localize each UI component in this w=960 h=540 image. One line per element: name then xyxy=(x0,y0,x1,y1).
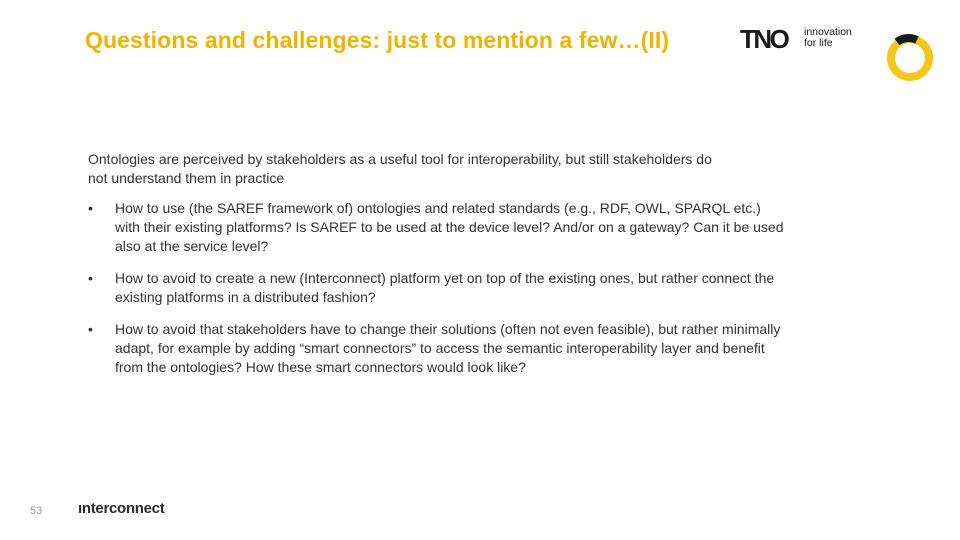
tno-tagline-line-2: for life xyxy=(804,37,833,49)
bullet-icon: • xyxy=(88,321,93,337)
bullet-icon: • xyxy=(88,270,93,286)
bullet-item xyxy=(88,320,788,377)
intro-paragraph: Ontologies are perceived by stakeholders as a useful tool for interoperability, but still stakeholders do not understand them in practice xyxy=(88,151,712,186)
interconnect-ring-icon xyxy=(884,32,936,84)
ring-dark-segment xyxy=(897,38,917,42)
bullet-item xyxy=(88,269,788,307)
tno-tagline xyxy=(804,27,874,49)
ring-circle xyxy=(891,39,929,77)
bullet-item xyxy=(88,199,788,256)
bullet-icon: • xyxy=(88,200,93,216)
tno-wordmark: TNO xyxy=(740,26,791,52)
bullet-text: How to avoid to create a new (Interconnect) platform yet on top of the existing ones, but rather connect the existing platforms in a distributed fashion? xyxy=(115,270,775,305)
bullet-list xyxy=(88,199,788,390)
bullet-text: How to use (the SAREF framework of) ontologies and related standards (e.g., RDF, OWL, SPARQL etc.) with their existing platforms? Is SAREF to be used at the device level? And/or on a gateway? Can it be used also at the service level? xyxy=(115,200,784,254)
slide-title: Questions and challenges: just to mention a few…(II) xyxy=(85,27,670,53)
bullet-text: How to avoid that stakeholders have to change their solutions (often not even feasible), but rather minimally adapt, for example by adding “smart connectors” to access the semantic interoperability layer and benefit from the ontologies? How these smart connectors would look like? xyxy=(115,321,781,375)
tno-tagline-line-1: innovation xyxy=(804,26,852,38)
interconnect-footer-logo: ınterconnect xyxy=(78,500,165,517)
page-number: 53 xyxy=(30,505,43,517)
